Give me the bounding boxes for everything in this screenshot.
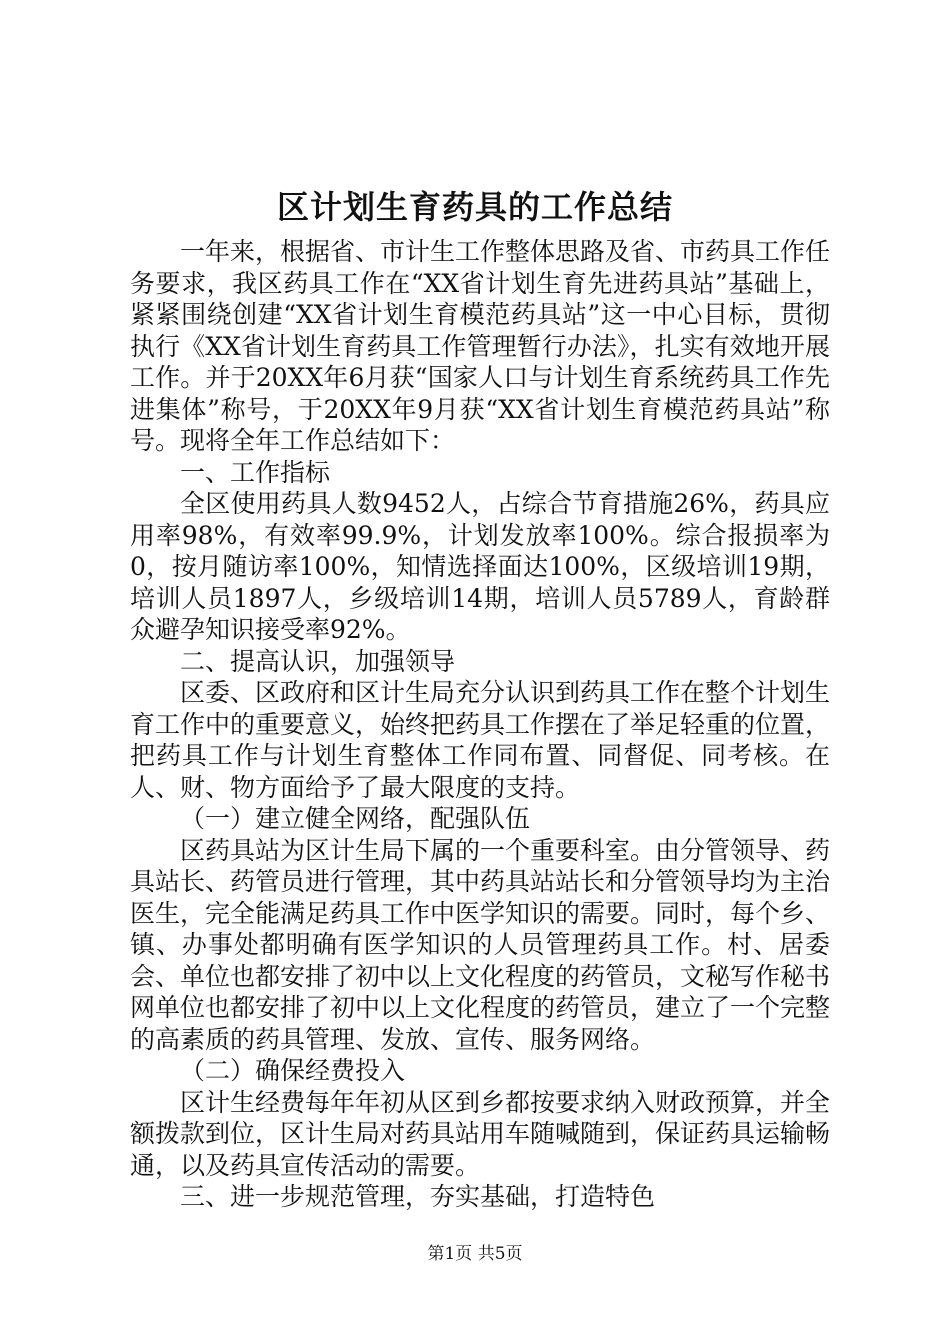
subsection-heading-2: （二）确保经费投入 bbox=[180, 1056, 406, 1085]
document-title: 区计划生育药具的工作总结 bbox=[276, 188, 673, 226]
document-body bbox=[130, 236, 830, 1213]
body-paragraph: 全区使用药具人数9452人，占综合节育措施26%，药具应用率98%，有效率99.9%，计划发放率100%。综合报损率为0，按月随访率100%，知情选择面达100%，区级培训19期，培训人员1897人，乡级培训14期，培训人员5789人，育龄群众避孕知识接受率92%。 bbox=[130, 489, 830, 644]
intro-paragraph: 一年来，根据省、市计生工作整体思路及省、市药具工作任务要求，我区药具工作在“XX省计划生育先进药具站”基础上，紧紧围绕创建“XX省计划生育模范药具站”这一中心目标，贯彻执行《XX省计划生育药具工作管理暂行办法》，扎实有效地开展工作。并于20XX年6月获“国家人口与计划生育系统药具工作先进集体”称号，于20XX年9月获“XX省计划生育模范药具站”称号。现将全年工作总结如下： bbox=[130, 237, 831, 455]
subsection-heading-1: （一）建立健全网络，配强队伍 bbox=[180, 804, 531, 833]
page-footer: 第1页 共5页 bbox=[427, 1244, 523, 1264]
body-paragraph: 区药具站为区计生局下属的一个重要科室。由分管领导、药具站长、药管员进行管理，其中药具站站长和分管领导均为主治医生，完全能满足药具工作中医学知识的需要。同时，每个乡、镇、办事处都明确有医学知识的人员管理药具工作。村、居委会、单位也都安排了初中以上文化程度的药管员，文秘写作秘书网单位也都安排了初中以上文化程度的药管员，建立了一个完整的高素质的药具管理、发放、宣传、服务网络。 bbox=[130, 835, 831, 1054]
section-heading-3: 三、进一步规范管理，夯实基础，打造特色 bbox=[180, 1182, 656, 1211]
section-heading-1: 一、工作指标 bbox=[180, 457, 331, 487]
body-paragraph: 区计生经费每年年初从区到乡都按要求纳入财政预算，并全额拨款到位，区计生局对药具站用车随喊随到，保证药具运输畅通，以及药具宣传活动的需要。 bbox=[130, 1087, 831, 1180]
body-paragraph: 区委、区政府和区计生局充分认识到药具工作在整个计划生育工作中的重要意义，始终把药具工作摆在了举足轻重的位置，把药具工作与计划生育整体工作同布置、同督促、同考核。在人、财、物方面给予了最大限度的支持。 bbox=[130, 678, 831, 802]
section-heading-2: 二、提高认识，加强领导 bbox=[180, 646, 456, 676]
